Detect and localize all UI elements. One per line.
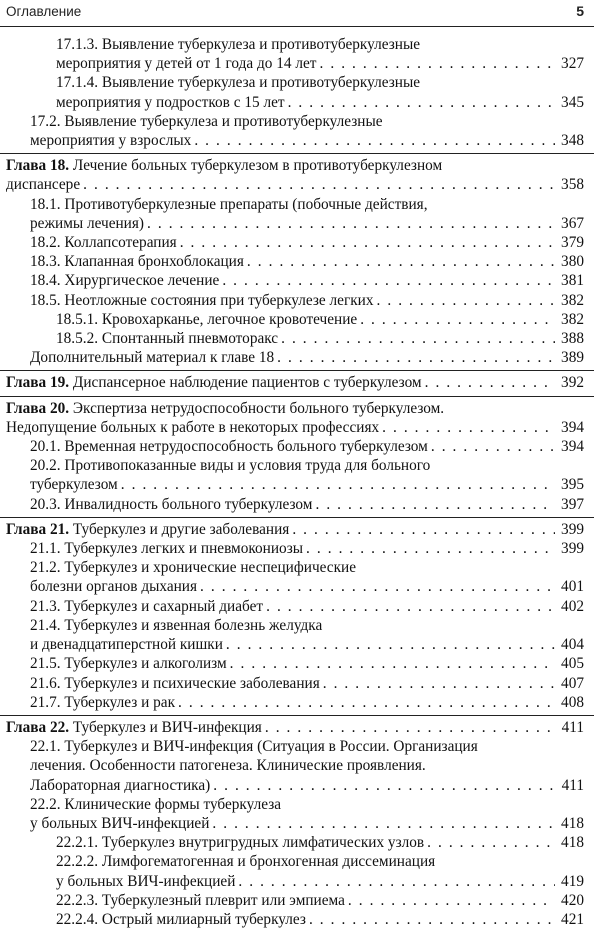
- toc-entry-text: [30, 776, 210, 795]
- running-header: [0, 0, 594, 27]
- dot-leader: [266, 597, 555, 616]
- toc-section-entry[interactable]: [0, 833, 594, 852]
- toc-page-number: 389: [561, 349, 584, 367]
- toc-entry-text: [30, 291, 374, 310]
- toc-section-entry[interactable]: [0, 597, 594, 616]
- toc-page-number: 419: [561, 872, 584, 890]
- toc-entry-line: 21.5. Туберкулез и алкоголизм: [30, 655, 227, 673]
- toc-section-entry[interactable]: [0, 539, 594, 558]
- toc-page-number: 399: [561, 520, 584, 538]
- toc-entry-line: туберкулезом: [30, 476, 118, 494]
- toc-entry-text: [30, 814, 209, 833]
- toc-entry-text: [30, 693, 175, 712]
- toc-entry-text: [6, 175, 80, 194]
- toc-section-entry[interactable]: [0, 233, 594, 252]
- toc-chapter-entry[interactable]: [0, 517, 594, 539]
- toc-section-entry[interactable]: [0, 456, 594, 494]
- toc-section-entry[interactable]: [0, 558, 594, 596]
- toc-entry-text: [30, 131, 191, 150]
- dot-leader: [377, 291, 556, 310]
- toc-entry-line: 22.2.2. Лимфогематогенная и бронхогенная диссеминация: [56, 853, 436, 871]
- toc-section-entry[interactable]: [0, 495, 594, 514]
- dot-leader: [320, 54, 556, 73]
- toc-entry-text: [56, 833, 424, 852]
- toc-section-entry[interactable]: [0, 329, 594, 348]
- toc-entry-text: [30, 738, 478, 755]
- toc-entry-text: [6, 373, 422, 392]
- dot-leader: [315, 495, 555, 514]
- dot-leader: [309, 910, 555, 929]
- toc-page-number: 411: [561, 718, 584, 736]
- toc-chapter-entry[interactable]: [0, 370, 594, 392]
- header-page-number: 5: [576, 3, 584, 19]
- toc-entry-text: [56, 891, 345, 910]
- toc-entry-line: мероприятия у подростков с 15 лет: [56, 93, 285, 111]
- toc-entry-line: и двенадцатиперстной кишки: [30, 636, 223, 654]
- toc-section-entry[interactable]: [0, 693, 594, 712]
- dot-leader: [178, 693, 555, 712]
- toc-entry-text: [30, 495, 312, 514]
- dot-leader: [306, 539, 555, 558]
- toc-entry-line: 18.5. Неотложные состояния при туберкулезе легких: [30, 291, 374, 309]
- toc-entry-line: 18.5.2. Спонтанный пневмоторакс: [56, 330, 279, 348]
- toc-entry-line: Туберкулез и другие заболевания: [69, 520, 290, 538]
- dot-leader: [292, 520, 555, 539]
- toc-entry-line: Лабораторная диагностика): [30, 776, 211, 794]
- toc-entry-text: [30, 475, 118, 494]
- toc-entry-line: 22.2. Клинические формы туберкулеза: [30, 795, 282, 813]
- dot-leader: [425, 373, 555, 392]
- dot-leader: [288, 93, 555, 112]
- dot-leader: [360, 310, 555, 329]
- toc-section-entry[interactable]: [0, 737, 594, 795]
- toc-page-number: 421: [561, 910, 584, 928]
- toc-entry-line: 17.1.3. Выявление туберкулеза и противотуберкулезные: [56, 36, 421, 53]
- toc-chapter-entry[interactable]: [0, 153, 594, 194]
- toc-entry-line: 20.1. Временная нетрудоспособность больного туберкулезом: [30, 438, 428, 456]
- dot-leader: [323, 674, 555, 693]
- toc-entry-text: [30, 617, 322, 634]
- toc-entry-line: режимы лечения): [30, 214, 145, 232]
- toc-entry-text: [6, 718, 262, 737]
- toc-section-entry[interactable]: [0, 73, 594, 111]
- toc-page-number: 405: [561, 655, 584, 673]
- dot-leader: [222, 271, 555, 290]
- toc-entry-line: Недопущение больных к работе в некоторых профессиях: [6, 418, 380, 436]
- toc-entry-line: диспансере: [6, 176, 81, 194]
- toc-entry-line: мероприятия у взрослых: [30, 132, 192, 150]
- dot-leader: [431, 437, 555, 456]
- toc-page-number: 411: [561, 776, 584, 794]
- toc-entry-line: 18.4. Хирургическое лечение: [30, 272, 220, 290]
- toc-section-entry[interactable]: [0, 674, 594, 693]
- chapter-label: Глава 19.: [6, 374, 70, 392]
- toc-section-entry[interactable]: [0, 437, 594, 456]
- toc-section-entry[interactable]: [0, 252, 594, 271]
- toc-section-entry[interactable]: [0, 291, 594, 310]
- dot-leader: [200, 577, 555, 596]
- toc-entry-line: 22.2.3. Туберкулезный плеврит или эмпиема: [56, 891, 345, 909]
- dot-leader: [83, 175, 555, 194]
- toc-entry-line: 18.5.1. Кровохарканье, легочное кровотечение: [56, 310, 358, 328]
- dot-leader: [348, 891, 555, 910]
- toc-entry-line: Лечение больных туберкулезом в противотуберкулезном: [69, 157, 443, 175]
- toc-page-number: 404: [561, 636, 584, 654]
- dot-leader: [281, 329, 555, 348]
- toc-entry-line: 18.3. Клапанная бронхоблокация: [30, 253, 244, 271]
- chapter-label: Глава 21.: [6, 520, 70, 538]
- toc-page-number: 418: [561, 834, 584, 852]
- toc-page-number: 420: [561, 891, 584, 909]
- toc-entry-line: мероприятия у детей от 1 года до 14 лет: [56, 55, 317, 73]
- toc-entry-text: [30, 674, 320, 693]
- toc-page-number: 408: [561, 693, 584, 711]
- dot-leader: [212, 814, 555, 833]
- toc-entry-line: 22.2.4. Острый милиарный туберкулез: [56, 910, 306, 928]
- dot-leader: [194, 131, 555, 150]
- toc-section-entry[interactable]: [0, 271, 594, 290]
- toc-page-number: 379: [561, 234, 584, 252]
- toc-section-entry[interactable]: [0, 348, 594, 367]
- toc-entry-text: [30, 757, 426, 774]
- toc-page-number: 397: [561, 495, 584, 513]
- toc-entry-line: Экспертиза нетрудоспособности больного туберкулезом.: [69, 399, 445, 417]
- chapter-label: Глава 22.: [6, 718, 70, 736]
- toc-page-number: 382: [561, 291, 584, 309]
- toc-section-entry[interactable]: [0, 112, 594, 150]
- toc-chapter-entry[interactable]: [0, 715, 594, 737]
- toc-entry-line: 21.4. Туберкулез и язвенная болезнь желудка: [30, 616, 323, 634]
- dot-leader: [147, 214, 555, 233]
- dot-leader: [427, 833, 555, 852]
- toc-entry-text: [56, 310, 357, 329]
- toc-entry-text: [56, 93, 285, 112]
- toc-page-number: 388: [561, 330, 584, 348]
- toc-section-entry[interactable]: [0, 195, 594, 233]
- toc-entry-text: [56, 329, 278, 348]
- toc-entry-text: [30, 348, 274, 367]
- toc-page-number: 348: [561, 132, 584, 150]
- dot-leader: [265, 718, 555, 737]
- toc-page-number: 367: [561, 214, 584, 232]
- toc-entry-text: [56, 54, 317, 73]
- toc-page-number: 395: [561, 476, 584, 494]
- toc-page-number: 380: [561, 253, 584, 271]
- dot-leader: [230, 654, 555, 673]
- toc-entry-text: [30, 796, 281, 813]
- toc-section-entry[interactable]: [0, 891, 594, 910]
- toc-section-entry[interactable]: [0, 852, 594, 890]
- chapter-label: Глава 18.: [6, 157, 70, 175]
- toc-entry-line: 21.7. Туберкулез и рак: [30, 693, 176, 711]
- toc-entry-text: [6, 157, 442, 174]
- toc-entry-text: [56, 74, 420, 91]
- toc-entry-line: 18.2. Коллапсотерапия: [30, 234, 177, 252]
- toc-entry-text: [30, 271, 219, 290]
- toc-entry-line: у больных ВИЧ-инфекцией: [30, 814, 210, 832]
- toc-entry-text: [30, 457, 430, 474]
- chapter-label: Глава 20.: [6, 399, 70, 417]
- toc-entry-text: [30, 635, 223, 654]
- toc-page-number: 407: [561, 674, 584, 692]
- toc-entry-text: [6, 418, 379, 437]
- toc-entry-line: Туберкулез и ВИЧ-инфекция: [69, 718, 262, 736]
- toc-entry-text: [56, 872, 235, 891]
- toc-entry-text: [30, 196, 428, 213]
- toc-page-number: 392: [561, 374, 584, 392]
- toc-entry-line: 21.1. Туберкулез легких и пневмокониозы: [30, 540, 304, 558]
- toc-page-number: 399: [561, 540, 584, 558]
- toc-page-number: 394: [561, 438, 584, 456]
- toc-entry-line: болезни органов дыхания: [30, 578, 198, 596]
- toc-section-entry[interactable]: [0, 35, 594, 73]
- toc-entry-line: 21.2. Туберкулез и хронические неспецифические: [30, 559, 356, 577]
- header-title: Оглавление: [6, 4, 82, 19]
- toc-entry-line: 22.1. Туберкулез и ВИЧ-инфекция (Ситуация в России. Организация: [30, 738, 478, 756]
- toc-page-number: 358: [561, 176, 584, 194]
- toc-entry-text: [30, 252, 244, 271]
- toc-entry-text: [56, 910, 306, 929]
- toc-entry-line: у больных ВИЧ-инфекцией: [56, 872, 236, 890]
- toc-entry-text: [30, 233, 177, 252]
- toc-entry-text: [30, 654, 227, 673]
- toc-entry-text: [30, 113, 383, 130]
- toc-entry-text: [6, 400, 444, 417]
- toc-entry-line: Дополнительный материал к главе 18: [30, 349, 275, 367]
- table-of-contents: [0, 35, 594, 929]
- toc-page-number: 381: [561, 272, 584, 290]
- toc-section-entry[interactable]: [0, 310, 594, 329]
- toc-page-number: 401: [561, 578, 584, 596]
- toc-section-entry[interactable]: [0, 910, 594, 929]
- toc-page-number: 402: [561, 597, 584, 615]
- toc-entry-text: [30, 597, 263, 616]
- toc-entry-text: [56, 36, 420, 53]
- toc-entry-line: 21.3. Туберкулез и сахарный диабет: [30, 597, 264, 615]
- toc-entry-line: 20.3. Инвалидность больного туберкулезом: [30, 495, 313, 513]
- toc-entry-text: [30, 559, 356, 576]
- toc-entry-line: 21.6. Туберкулез и психические заболевания: [30, 674, 320, 692]
- dot-leader: [382, 418, 555, 437]
- dot-leader: [180, 233, 555, 252]
- toc-entry-text: [30, 214, 144, 233]
- toc-entry-text: [6, 520, 289, 539]
- toc-chapter-entry[interactable]: [0, 396, 594, 437]
- toc-entry-line: 22.2.1. Туберкулез внутригрудных лимфатических узлов: [56, 834, 425, 852]
- toc-entry-line: 17.1.4. Выявление туберкулеза и противотуберкулезные: [56, 74, 421, 92]
- dot-leader: [238, 872, 555, 891]
- toc-page-number: 418: [561, 814, 584, 832]
- dot-leader: [277, 348, 555, 367]
- toc-section-entry[interactable]: [0, 616, 594, 654]
- dot-leader: [226, 635, 555, 654]
- toc-page-number: 382: [561, 310, 584, 328]
- toc-entry-line: Диспансерное наблюдение пациентов с туберкулезом: [69, 374, 422, 392]
- dot-leader: [121, 475, 555, 494]
- toc-page-number: 394: [561, 418, 584, 436]
- toc-entry-line: 18.1. Противотуберкулезные препараты (побочные действия,: [30, 195, 428, 213]
- dot-leader: [213, 776, 555, 795]
- toc-entry-line: лечения. Особенности патогенеза. Клинические проявления.: [30, 757, 426, 775]
- dot-leader: [247, 252, 555, 271]
- toc-entry-text: [30, 539, 303, 558]
- toc-page-number: 345: [561, 93, 584, 111]
- toc-entry-line: 17.2. Выявление туберкулеза и противотуберкулезные: [30, 112, 383, 130]
- toc-entry-text: [56, 853, 435, 870]
- toc-page-number: 327: [561, 55, 584, 73]
- toc-section-entry[interactable]: [0, 795, 594, 833]
- toc-section-entry[interactable]: [0, 654, 594, 673]
- toc-entry-text: [30, 437, 428, 456]
- toc-entry-text: [30, 577, 197, 596]
- toc-entry-line: 20.2. Противопоказанные виды и условия труда для больного: [30, 457, 431, 475]
